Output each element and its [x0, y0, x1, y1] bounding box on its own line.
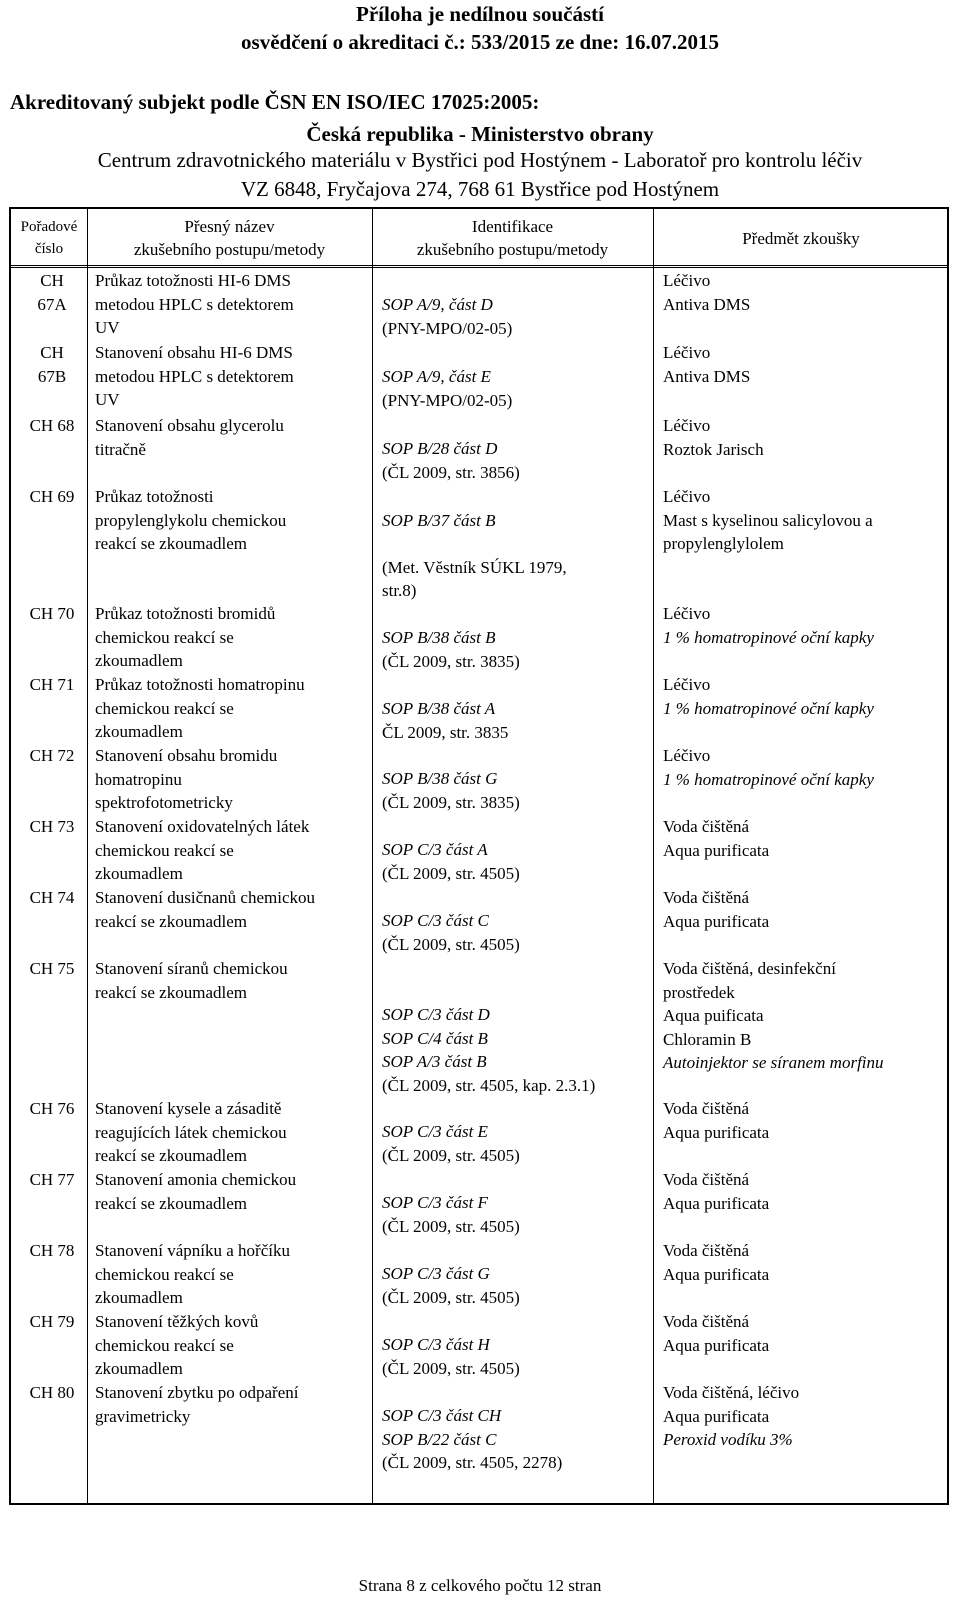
table-row-number: CH 76 [29, 1099, 75, 1118]
column-header-name: Přesný název zkušebního postupu/metody [133, 217, 326, 259]
table-row-number: CH 74 [29, 888, 75, 907]
table-row-subject: Léčivo Antiva DMS [663, 271, 751, 314]
table-row-number: CH 80 [29, 1383, 75, 1402]
column-header-subject: Předmět zkoušky [742, 229, 860, 248]
table-row-method-name: Průkaz totožnosti HI-6 DMS metodou HPLC s detektorem UV [95, 271, 294, 337]
accredited-subject: Akreditovaný subjekt podle ČSN EN ISO/IEC 17025:2005: [10, 90, 540, 114]
table-row-number: CH 71 [29, 675, 75, 694]
annex-line-2: osvědčení o akreditaci č.: 533/2015 ze dne: 16.07.2015 [241, 30, 719, 54]
annex-line-1: Příloha je nedílnou součástí [356, 2, 604, 26]
table-row-subject: Voda čištěná Aqua purificata [663, 1241, 770, 1284]
page-footer: Strana 8 z celkového počtu 12 stran [358, 1576, 602, 1595]
table-row-method-name: Stanovení vápníku a hořčíku chemickou reakcí se zkoumadlem [95, 1241, 290, 1307]
center-name: Centrum zdravotnického materiálu v Bystřici pod Hostýnem - Laboratoř pro kontrolu léčiv [97, 148, 863, 172]
table-row-method-name: Stanovení síranů chemickou reakcí se zkoumadlem [95, 959, 288, 1002]
table-row-number: CH 77 [29, 1170, 75, 1189]
table-row-method-id: SOP A/9, část E (PNY-MPO/02-05) [382, 367, 513, 410]
table-row-method-name: Stanovení obsahu HI-6 DMS metodou HPLC s detektorem UV [95, 343, 294, 409]
table-row-number: CH 78 [29, 1241, 75, 1260]
methods-table [9, 207, 949, 1505]
table-row-method-id: SOP B/38 část A ČL 2009, str. 3835 [382, 699, 509, 742]
table-row-number: CH 67A [37, 271, 67, 314]
table-row-method-name: Stanovení obsahu bromidu homatropinu spektrofotometricky [95, 746, 278, 812]
table-row-subject: Voda čištěná Aqua purificata [663, 888, 770, 931]
table-row-number: CH 67B [37, 343, 67, 386]
table-row-method-name: Průkaz totožnosti homatropinu chemickou reakcí se zkoumadlem [95, 675, 305, 741]
column-header-identification: Identifikace zkušebního postupu/metody [416, 217, 609, 259]
table-row-method-id: SOP B/38 část G (ČL 2009, str. 3835) [382, 769, 520, 812]
table-row-subject: Léčivo 1 % homatropinové oční kapky [663, 604, 874, 647]
table-row-subject: Léčivo 1 % homatropinové oční kapky [663, 675, 874, 718]
column-divider [653, 209, 654, 1503]
column-divider [372, 209, 373, 1503]
table-row-subject: Voda čištěná Aqua purificata [663, 1099, 770, 1142]
table-row-method-name: Stanovení amonia chemickou reakcí se zkoumadlem [95, 1170, 297, 1213]
table-row-method-name: Stanovení oxidovatelných látek chemickou reakcí se zkoumadlem [95, 817, 310, 883]
table-row-method-id: SOP C/3 část F (ČL 2009, str. 4505) [382, 1193, 520, 1236]
column-header-no: Pořadové číslo [20, 219, 78, 257]
table-row-subject: Léčivo Roztok Jarisch [663, 416, 764, 459]
table-row-subject: Voda čištěná Aqua purificata [663, 1312, 770, 1355]
table-row-method-id: SOP C/3 část D SOP C/4 část B SOP A/3 část B (ČL 2009, str. 4505, kap. 2.3.1) [382, 1005, 596, 1095]
table-row-subject: Voda čištěná Aqua purificata [663, 1170, 770, 1213]
table-row-subject: Voda čištěná, desinfekční prostředek Aqua puificata Chloramin B Autoinjektor se síranem morfinu [663, 959, 884, 1072]
table-row-subject: Léčivo Mast s kyselinou salicylovou a propylenglylolem [663, 487, 873, 553]
table-row-number: CH 79 [29, 1312, 75, 1331]
table-row-method-name: Stanovení dusičnanů chemickou reakcí se zkoumadlem [95, 888, 316, 931]
table-row-method-name: Stanovení zbytku po odpaření gravimetricky [95, 1383, 299, 1426]
table-row-subject: Léčivo 1 % homatropinové oční kapky [663, 746, 874, 789]
table-row-subject: Léčivo Antiva DMS [663, 343, 751, 386]
table-row-number: CH 72 [29, 746, 75, 765]
table-row-method-id: SOP A/9, část D (PNY-MPO/02-05) [382, 295, 513, 338]
table-row-number: CH 70 [29, 604, 75, 623]
table-row-method-name: Stanovení kysele a zásaditě reagujících látek chemickou reakcí se zkoumadlem [95, 1099, 287, 1165]
table-row-method-id: SOP C/3 část E (ČL 2009, str. 4505) [382, 1122, 520, 1165]
table-row-method-id: SOP C/3 část CH SOP B/22 část C (ČL 2009, str. 4505, 2278) [382, 1406, 563, 1472]
header-divider [11, 265, 947, 268]
table-row-method-id: SOP B/37 část B (Met. Věstník SÚKL 1979, str.8) [382, 511, 567, 600]
table-row-method-id: SOP C/3 část H (ČL 2009, str. 4505) [382, 1335, 520, 1378]
table-row-method-id: SOP C/3 část C (ČL 2009, str. 4505) [382, 911, 520, 954]
table-row-method-name: Průkaz totožnosti propylenglykolu chemickou reakcí se zkoumadlem [95, 487, 287, 553]
organization-name: Česká republika - Ministerstvo obrany [306, 122, 654, 146]
table-row-subject: Voda čištěná Aqua purificata [663, 817, 770, 860]
table-row-method-id: SOP C/3 část G (ČL 2009, str. 4505) [382, 1264, 520, 1307]
table-row-method-name: Stanovení obsahu glycerolu titračně [95, 416, 284, 459]
table-row-method-name: Průkaz totožnosti bromidů chemickou reakcí se zkoumadlem [95, 604, 276, 670]
table-row-method-id: SOP B/38 část B (ČL 2009, str. 3835) [382, 628, 520, 671]
table-row-method-id: SOP C/3 část A (ČL 2009, str. 4505) [382, 840, 520, 883]
table-row-subject: Voda čištěná, léčivo Aqua purificata Peroxid vodíku 3% [663, 1383, 800, 1449]
table-row-number: CH 73 [29, 817, 75, 836]
table-row-method-name: Stanovení těžkých kovů chemickou reakcí se zkoumadlem [95, 1312, 259, 1378]
table-row-number: CH 75 [29, 959, 75, 978]
table-row-number: CH 68 [29, 416, 75, 435]
table-row-number: CH 69 [29, 487, 75, 506]
table-row-method-id: SOP B/28 část D (ČL 2009, str. 3856) [382, 439, 520, 482]
column-divider [87, 209, 88, 1503]
address: VZ 6848, Fryčajova 274, 768 61 Bystřice pod Hostýnem [240, 177, 720, 201]
